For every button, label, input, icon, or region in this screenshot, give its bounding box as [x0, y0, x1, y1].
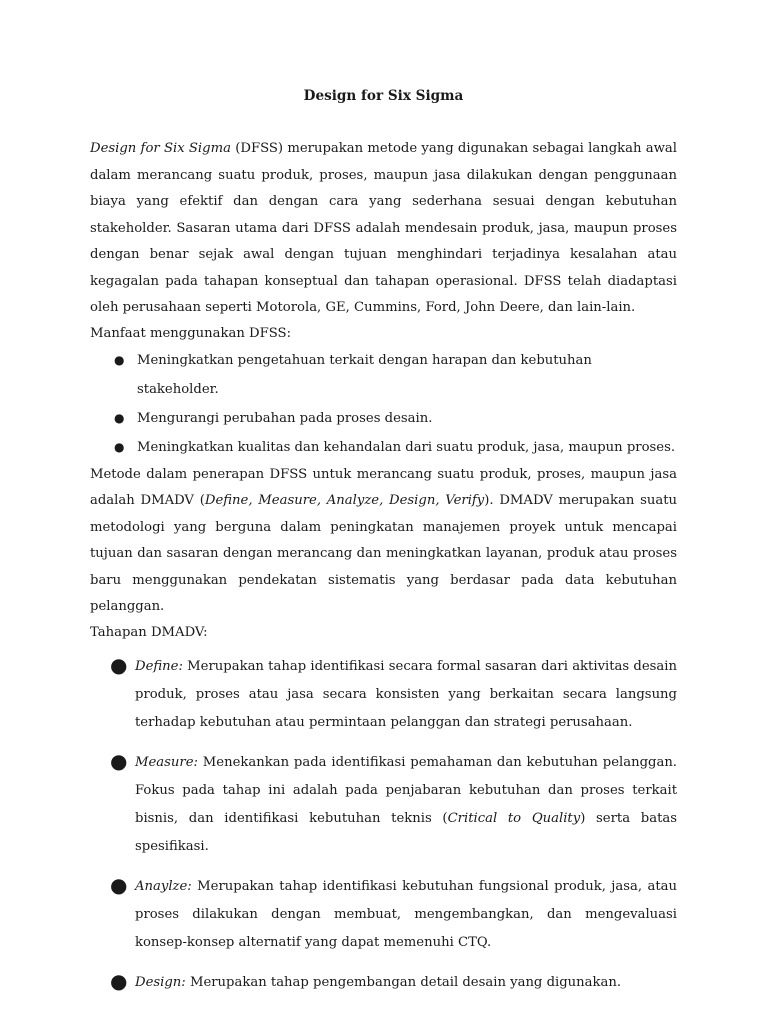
stage-term: Measure: — [135, 754, 198, 770]
list-item: ● Mengurangi perubahan pada proses desain. — [90, 404, 677, 433]
intro-term: Design for Six Sigma — [90, 141, 231, 156]
benefits-list — [90, 346, 677, 462]
dmadv-expansion: Define, Measure, Analyze, Design, Verify — [204, 493, 485, 508]
stages-list — [90, 653, 677, 997]
bullet-icon: ● — [110, 968, 128, 993]
list-item: ● Meningkatkan kualitas dan kehandalan dari suatu produk, jasa, maupun proses. — [90, 433, 677, 462]
bullet-icon: ● — [114, 410, 125, 425]
stage-term: Define: — [135, 658, 183, 674]
document-body — [90, 88, 677, 1009]
list-item: ● Design: Merupakan tahap pengembangan detail desain yang digunakan. — [110, 968, 622, 993]
page-title: Design for Six Sigma — [303, 88, 464, 104]
list-item: ● Anaylze: Merupakan tahap identifikasi kebutuhan fungsional produk, jasa, atau proses dilakukan dengan membuat, mengembangkan, dan mengevaluasi konsep-konsep alternatif yang dapat memenuhi CTQ. — [110, 872, 677, 950]
intro-text: (DFSS) merupakan metode yang digunakan sebagai langkah awal dalam merancang suatu produk, proses, maupun jasa dilakukan dengan penggunaan biaya yang efektif dan dengan cara yang sederhana sesuai dengan kebutuhan stakeholder. Sasaran utama dari DFSS adalah mendesain produk, jasa, maupun proses dengan benar sejak awal dengan tujuan menghindari terjadinya kesalahan atau kegagalan pada tahapan konseptual dan tahapan operasional. DFSS telah diadaptasi oleh perusahaan seperti Motorola, GE, Cummins, Ford, John Deere, dan lain-lain. — [90, 141, 677, 315]
intro-paragraph — [90, 136, 677, 322]
bullet-icon: ● — [110, 748, 128, 773]
bullet-icon: ● — [114, 439, 125, 454]
bullet-icon: ● — [110, 652, 128, 677]
stage-term: Anaylze: — [135, 878, 192, 894]
bullet-icon: ● — [114, 352, 125, 367]
method-paragraph: Metode dalam penerapan DFSS untuk merancang suatu produk, proses, maupun jasa adalah DMADV (Define, Measure, Analyze, Design, Verify). DMADV merupakan suatu metodologi yang berguna dalam peningkatan manajemen proyek untuk mencapai tujuan dan sasaran dengan merancang dan meningkatkan layanan, produk atau proses baru menggunakan pendekatan sistematis yang berdasar pada data kebutuhan pelanggan. — [90, 466, 677, 614]
benefits-heading: Manfaat menggunakan DFSS: — [90, 325, 292, 341]
bullet-icon: ● — [110, 872, 128, 897]
stages-heading: Tahapan DMADV: — [90, 624, 208, 640]
list-item: ● Measure: Menekankan pada identifikasi pemahaman dan kebutuhan pelanggan. Fokus pada tahap ini adalah pada penjabaran kebutuhan dan proses terkait bisnis, dan identifikasi kebutuhan teknis (Critical to Quality) serta batas spesifikasi. — [110, 748, 677, 854]
ctq-term: Critical to Quality — [447, 810, 581, 826]
stage-term: Design: — [135, 974, 186, 990]
list-item: ● Meningkatkan pengetahuan terkait dengan harapan dan kebutuhan stakeholder. — [90, 346, 677, 404]
list-item: ● Define: Merupakan tahap identifikasi secara formal sasaran dari aktivitas desain produk, proses atau jasa secara konsisten yang berkaitan secara langsung terhadap kebutuhan atau permintaan pelanggan dan strategi perusahaan. — [110, 652, 677, 730]
